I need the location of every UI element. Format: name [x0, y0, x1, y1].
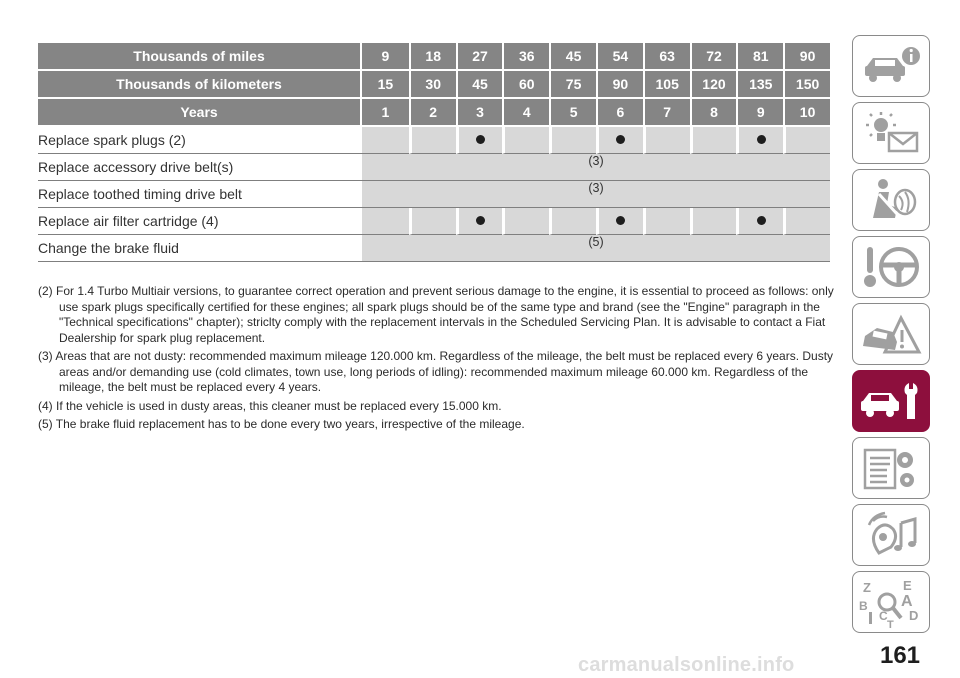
service-dot — [616, 216, 625, 225]
service-dot — [476, 135, 485, 144]
tab-car-info[interactable] — [852, 35, 930, 97]
header-value: 81 — [736, 43, 783, 71]
alphabetical-index-icon — [857, 576, 925, 628]
header-value: 7 — [643, 99, 690, 127]
header-value: 27 — [456, 43, 503, 71]
car-crash-icon — [857, 308, 925, 360]
interval-note: (3) — [362, 154, 830, 181]
header-value: 45 — [549, 43, 596, 71]
header-value: 1 — [362, 99, 409, 127]
index-letter: Z — [863, 580, 871, 595]
interval-cell — [362, 127, 409, 154]
warning-lights-icon — [857, 107, 925, 159]
operation-label: Replace accessory drive belt(s) — [38, 154, 362, 181]
header-value: 9 — [736, 99, 783, 127]
interval-cell — [502, 208, 549, 235]
header-value: 45 — [456, 71, 503, 99]
interval-cell — [736, 127, 783, 154]
header-value: 9 — [362, 43, 409, 71]
tab-index[interactable] — [852, 571, 930, 633]
header-value: 75 — [549, 71, 596, 99]
header-label: Thousands of kilometers — [38, 71, 362, 99]
tab-multimedia[interactable] — [852, 504, 930, 566]
header-label: Years — [38, 99, 362, 127]
index-letter: E — [903, 578, 912, 593]
index-letter: D — [909, 608, 919, 623]
interval-cell — [596, 208, 643, 235]
interval-cell — [690, 127, 737, 154]
header-value: 90 — [596, 71, 643, 99]
tab-emergency[interactable] — [852, 303, 930, 365]
chapter-sidebar — [852, 35, 930, 638]
service-dot — [757, 216, 766, 225]
index-letter: T — [887, 619, 894, 628]
operation-label: Replace toothed timing drive belt — [38, 181, 362, 208]
header-value: 120 — [690, 71, 737, 99]
interval-cell — [502, 127, 549, 154]
table-row — [38, 235, 830, 262]
interval-cell — [736, 208, 783, 235]
header-row — [38, 43, 830, 71]
interval-cell — [643, 127, 690, 154]
interval-cell — [643, 208, 690, 235]
interval-cell — [783, 208, 830, 235]
header-value: 5 — [549, 99, 596, 127]
header-row — [38, 99, 830, 127]
header-value: 30 — [409, 71, 456, 99]
interval-cell — [362, 208, 409, 235]
interval-cell — [783, 127, 830, 154]
interval-cell — [456, 208, 503, 235]
tab-starting-driving[interactable] — [852, 236, 930, 298]
header-value: 90 — [783, 43, 830, 71]
table-row — [38, 208, 830, 235]
operation-label: Change the brake fluid — [38, 235, 362, 262]
header-label: Thousands of miles — [38, 43, 362, 71]
header-value: 135 — [736, 71, 783, 99]
header-value: 2 — [409, 99, 456, 127]
steering-wheel-icon — [857, 241, 925, 293]
page-number: 161 — [879, 642, 921, 669]
interval-cell — [596, 127, 643, 154]
header-value: 105 — [643, 71, 690, 99]
table-row — [38, 181, 830, 208]
tab-technical-data[interactable] — [852, 437, 930, 499]
spec-gear-icon — [857, 442, 925, 494]
tab-warning-lights[interactable] — [852, 102, 930, 164]
car-info-icon — [857, 40, 925, 92]
tab-safety[interactable] — [852, 169, 930, 231]
multimedia-icon — [857, 509, 925, 561]
header-value: 3 — [456, 99, 503, 127]
footnotes — [38, 284, 834, 436]
header-value: 18 — [409, 43, 456, 71]
header-value: 150 — [783, 71, 830, 99]
header-value: 10 — [783, 99, 830, 127]
index-letter: C — [879, 609, 888, 623]
header-value: 15 — [362, 71, 409, 99]
operation-label: Replace air filter cartridge (4) — [38, 208, 362, 235]
interval-cell — [549, 208, 596, 235]
header-value: 6 — [596, 99, 643, 127]
header-value: 36 — [502, 43, 549, 71]
interval-cell — [409, 208, 456, 235]
footnote: (2) For 1.4 Turbo Multiair versions, to guarantee correct operation and prevent serious damage to the engine, it is essential to proceed as follows: only use spark plugs specifically certified for these engines; all spark plugs should be of the same type and brand (see the "Engine" paragraph in the "Technical specifications" chapter); striclty comply with the replacement intervals in the Scheduled Servicing Plan. It is advisable to contact a Fiat Dealership for spark plug replacement. — [38, 284, 834, 345]
table-row — [38, 154, 830, 181]
service-dot — [616, 135, 625, 144]
airbag-safety-icon — [857, 174, 925, 226]
header-value: 8 — [690, 99, 737, 127]
index-letter: A — [901, 593, 913, 610]
service-dot — [476, 216, 485, 225]
header-row — [38, 71, 830, 99]
footnote: (4) If the vehicle is used in dusty areas, this cleaner must be replaced every 15.000 km. — [38, 398, 502, 413]
interval-cell — [456, 127, 503, 154]
interval-cell — [409, 127, 456, 154]
interval-cell — [549, 127, 596, 154]
footnote: (3) Areas that are not dusty: recommended maximum mileage 120.000 km. Regardless of the mileage, the belt must be replaced every 6 years. Dusty areas and/or demanding use (cold climates, town use, long periods of idling): recommended maximum mileage 60.000 km. Regardless of the mileage, the belt must be replaced every 4 years. — [38, 349, 834, 394]
operation-label: Replace spark plugs (2) — [38, 127, 362, 154]
car-wrench-icon — [857, 375, 925, 427]
table-row — [38, 127, 830, 154]
tab-maintenance[interactable] — [852, 370, 930, 432]
interval-note: (3) — [362, 181, 830, 208]
interval-note: (5) — [362, 235, 830, 262]
header-value: 4 — [502, 99, 549, 127]
watermark: carmanualsonline.info — [578, 654, 795, 676]
header-value: 72 — [690, 43, 737, 71]
index-letter: B — [859, 599, 868, 613]
header-value: 54 — [596, 43, 643, 71]
footnote: (5) The brake fluid replacement has to be done every two years, irrespective of the mileage. — [38, 417, 525, 431]
maintenance-schedule-table — [38, 43, 830, 262]
header-value: 63 — [643, 43, 690, 71]
header-value: 60 — [502, 71, 549, 99]
interval-cell — [690, 208, 737, 235]
service-dot — [757, 135, 766, 144]
